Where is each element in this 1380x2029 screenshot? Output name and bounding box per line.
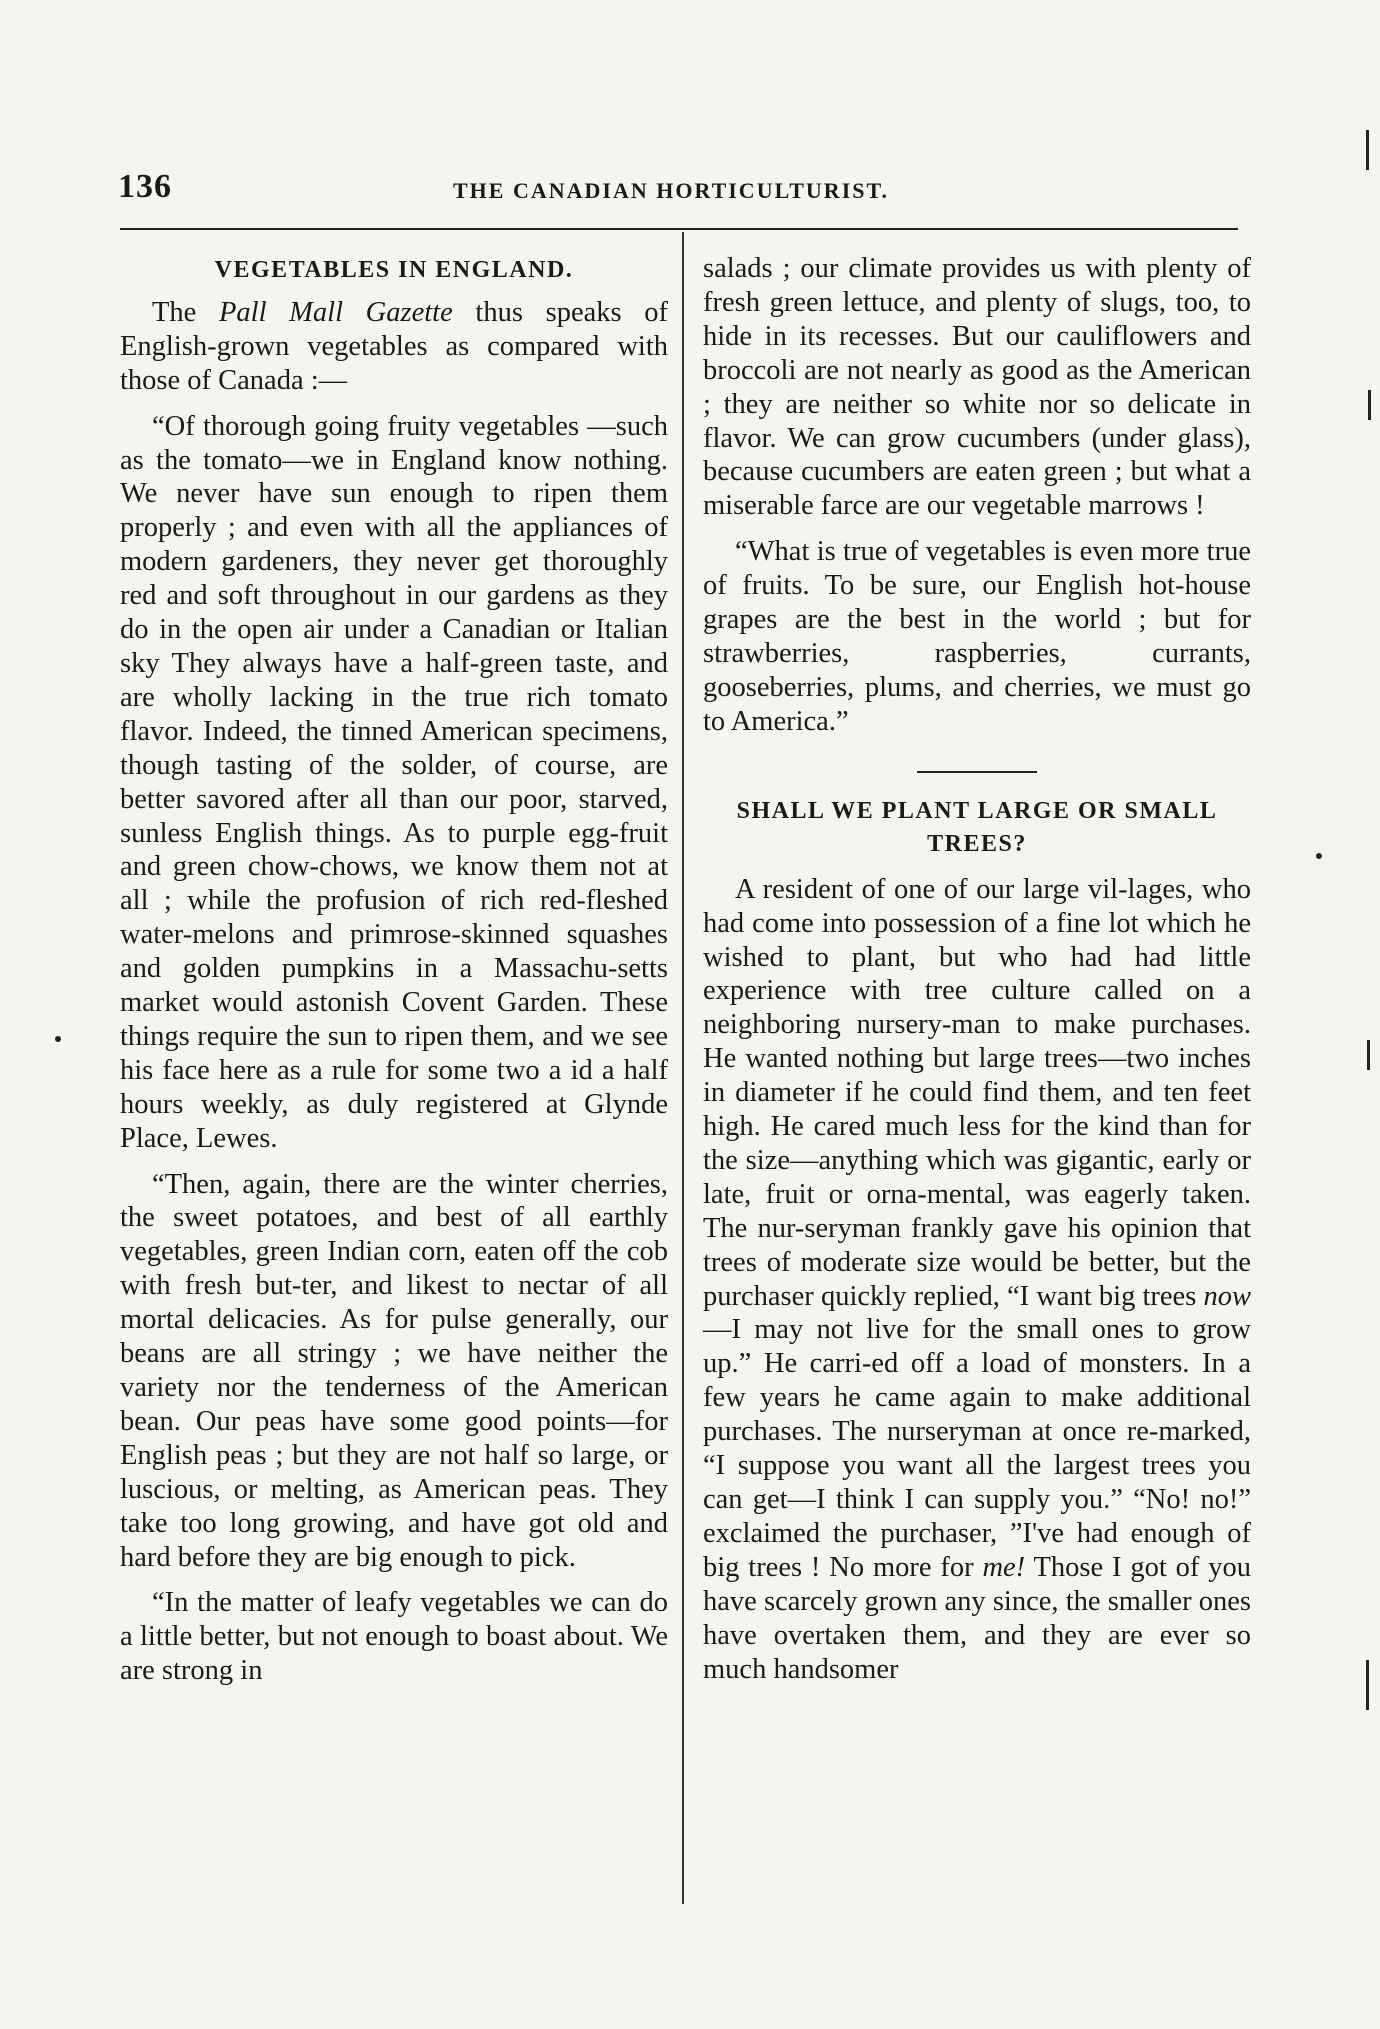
quote-paragraph-tomatoes: “Of thorough going fruity vegetables —such as the tomato—we in England know nothing. We never have sun enough to ripen them properly ; and even with all the appliances of modern gardeners, they never get thoroughly red and soft throughout in our gardens as they do in the open air under a Canadian or Italian sky They always have a half-green taste, and are wholly lacking in the true rich tomato flavor. Indeed, the tinned American specimens, though tasting of the solder, of course, are better savored after all than our poor, starved, sunless English things. As to purple egg-fruit and green chow-chows, we know them not at all ; while the profusion of rich red-fleshed water-melons and primrose-skinned squashes and golden pumpkins in a Massachu-setts market would astonish Covent Garden. These things require the sun to ripen them, and we see his face here as a rule for some two a id a half hours weekly, as duly registered at Glynde Place, Lewes. [120,410,668,1154]
heading-line-1: SHALL WE PLANT LARGE OR SMALL [736,797,1218,824]
article-text-post: Those I got of you have scarcely grown any since, the smaller ones have overtaken them, and they are ever so much handsomer [703,1551,1251,1685]
article-heading-vegetables: VEGETABLES IN ENGLAND. [214,257,574,283]
page-header [118,168,1238,218]
page-number: 136 [118,168,172,205]
article-text-pre: A resident of one of our large vil-lages, who had come into possession of a fine lot which he wished to plant, but who had had little experience with tree culture called on a neighboring nursery-man to make purchases. He wanted nothing but large trees—two inches in diameter if he could find them, and ten feet high. He cared much less for the kind than for the size—anything which was gigantic, early or late, fruit or orna-mental, was eagerly taken. The nur-seryman frankly gave his opinion that trees of moderate size would be better, but the purchaser quickly replied, “I want big trees [703,873,1251,1312]
running-head: THE CANADIAN HORTICULTURIST. [453,178,890,203]
specks [55,1036,61,1042]
emphasis-now: now [1203,1280,1251,1312]
edge-mark [1368,390,1371,420]
section-rule [917,771,1037,773]
quote-paragraph-fruits: “What is true of vegetables is even more true of fruits. To be sure, our English hot-house grapes are the best in the world ; but for strawberries, raspberries, currants, gooseberries, plums, and cherries, we must go to America.” [703,536,1251,737]
intro-text-post: thus speaks of English-grown vegetables as compared with those of Canada :— [120,296,669,396]
edge-mark [1366,130,1369,170]
emphasis-me: me! [982,1551,1026,1583]
continued-paragraph-salads: salads ; our climate provides us with plenty of fresh green lettuce, and plenty of slugs, too, to hide in its recesses. But our cauliflowers and broccoli are not nearly as good as the American ; they are neither so white nor so delicate in flavor. We can grow cucumbers (under glass), because cucumbers are eaten green ; but what a miserable farce are our vegetable marrows ! [703,253,1251,522]
intro-paragraph [120,296,668,398]
quote-paragraph-leafy: “In the matter of leafy vegetables we can do a little better, but not enough to boast about. We are strong in [120,1587,668,1687]
heading-line-2: TREES? [927,830,1027,857]
header-rule [120,228,1238,230]
specks [1316,853,1322,859]
column-divider [682,232,684,1904]
intro-text-pre: The [152,296,219,328]
left-column [120,252,668,1688]
edge-mark [1366,1660,1369,1710]
quote-paragraph-cherries: “Then, again, there are the winter cherries, the sweet potatoes, and best of all earthly vegetables, green Indian corn, eaten off the cob with fresh but-ter, and likest to nectar of all mortal delicacies. As for pulse generally, our beans are all stringy ; we have neither the variety nor the tenderness of the American bean. Our peas have some good points—for English peas ; but they are not half so large, or luscious, or melting, as American peas. They take too long growing, and have got old and hard before they are big enough to pick. [120,1168,668,1573]
publication-name: Pall Mall Gazette [219,296,453,328]
article-text-mid: —I may not live for the small ones to grow up.” He carri-ed off a load of monsters. In a few years he came again to make additional purchases. The nurseryman at once re-marked, “I suppose you want all the largest trees you can get—I think I can supply you.” “No! no!” exclaimed the purchaser, ”I've had enough of big trees ! No more for [703,1314,1251,1583]
edge-mark [1367,1040,1370,1070]
article-heading-trees [703,795,1251,861]
right-column [703,252,1251,1686]
article-paragraph-trees [703,873,1251,1687]
